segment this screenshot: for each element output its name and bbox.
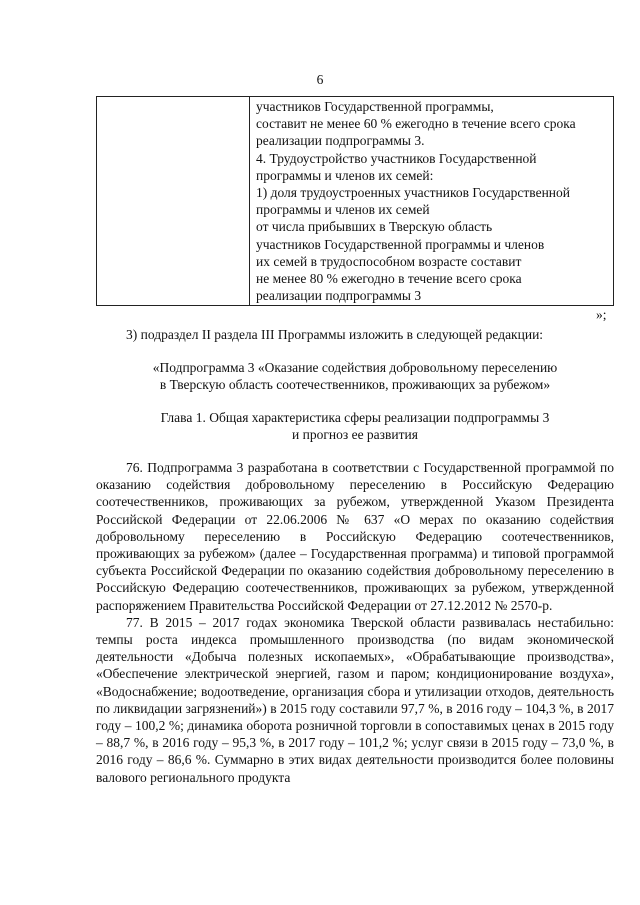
cell-line: не менее 80 % ежегодно в течение всего срока	[256, 271, 522, 287]
page-number: 6	[316, 72, 324, 87]
cell-line: программы и членов их семей	[256, 202, 430, 218]
cell-line: их семей в трудоспособном возрасте составит	[256, 253, 522, 269]
cell-line: от числа прибывших в Тверскую область	[256, 219, 493, 235]
table-cell-right	[250, 97, 614, 306]
cell-line: реализации подпрограммы 3	[256, 288, 422, 304]
cell-line: 4. Трудоустройство участников Государственной	[256, 150, 537, 166]
table-cell-left	[97, 97, 250, 306]
chapter-heading-line: Глава 1. Общая характеристика сферы реализации подпрограммы 3	[160, 410, 550, 425]
table-row	[97, 97, 614, 306]
cell-line: реализации подпрограммы 3.	[256, 133, 425, 149]
amendment-clause: 3) подраздел II раздела III Программы изложить в следующей редакции:	[126, 327, 544, 342]
cell-line: участников Государственной программы,	[256, 99, 494, 114]
subprogram-title-line: в Тверскую область соотечественников, проживающих за рубежом»	[159, 377, 551, 393]
chapter-heading	[96, 409, 614, 443]
chapter-heading-line: и прогноз ее развития	[292, 427, 418, 443]
cell-line: 1) доля трудоустроенных участников Государственной	[256, 185, 571, 201]
cell-line: составит не менее 60 % ежегодно в течение всего срока	[256, 116, 576, 132]
subprogram-title-line: «Подпрограмма 3 «Оказание содействия добровольному переселению	[152, 360, 558, 375]
subprogram-title	[96, 359, 614, 393]
paragraph-77: 77. В 2015 – 2017 годах экономика Тверской области развивалась нестабильно: темпы роста индекса промышленного производства (по видам экономической деятельности «Добыча полезных ископаемых», «Обрабатывающие производства», «Обеспечение электрической энергией, газом и паром; кондиционирование воздуха», «Водоснабжение; водоотведение, организация сбора и утилизации отходов, деятельность по ликвидации загрязнений») в 2015 году составили 97,7 %, в 2016 году – 104,3 %, в 2017 году – 100,2 %; динамика оборота розничной торговли в сопоставимых ценах в 2015 году – 88,7 %, в 2016 году – 95,3 %, в 2017 году – 101,2 %; услуг связи в 2015 году – 73,0 %, в 2016 году – 86,6 %. Суммарно в этих видах деятельности производится более половины валового регионального продукта	[96, 614, 614, 785]
body-text	[96, 459, 614, 786]
cell-line: участников Государственной программы и членов	[256, 236, 545, 252]
continued-table	[96, 96, 614, 306]
paragraph-76: 76. Подпрограмма 3 разработана в соответствии с Государственной программой по оказанию содействия добровольному переселению в Российскую Федерацию соотечественников, проживающих за рубежом, утвержденной Указом Президента Российской Федерации от 22.06.2006 № 637 «О мерах по оказанию содействия добровольному переселению в Российскую Федерацию соотечественников, проживающих за рубежом» (далее – Государственная программа) и типовой программой субъекта Российской Федерации по оказанию содействия добровольному переселению в Российскую Федерацию соотечественников, проживающих за рубежом, утвержденной распоряжением Правительства Российской Федерации от 27.12.2012 № 2570-р.	[96, 460, 614, 613]
cell-line: программы и членов их семей:	[256, 167, 434, 183]
closing-quote-mark: »;	[596, 307, 607, 322]
